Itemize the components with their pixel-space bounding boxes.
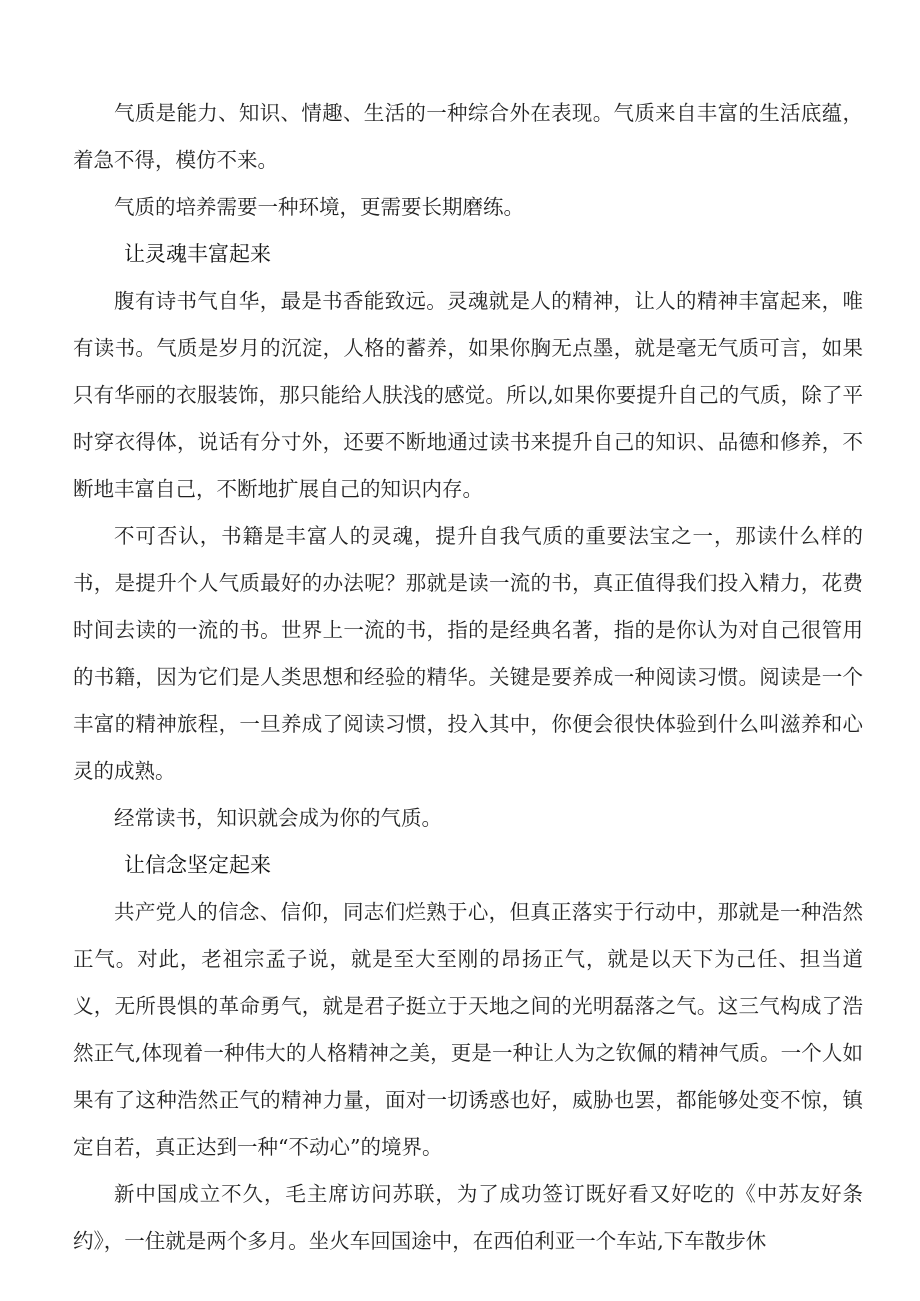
paragraph-belief-2: 新中国成立不久，毛主席访问苏联，为了成功签订既好看又好吃的《中苏友好条约》，一住就是两个多月。坐火车回国途中，在西伯利亚一个车站,下车散步休 (73, 1182, 863, 1253)
document-page (73, 90, 863, 1265)
section-heading-soul: 让灵魂丰富起来 (124, 242, 271, 266)
section-heading-belief: 让信念坚定起来 (124, 853, 271, 877)
paragraph-intro-2: 气质的培养需要一种环境，更需要长期磨练。 (114, 195, 524, 219)
paragraph-soul-2: 不可否认，书籍是丰富人的灵魂，提升自我气质的重要法宝之一，那读什么样的书，是提升个人气质最好的办法呢？那就是读一流的书，真正值得我们投入精力，花费时间去读的一流的书。世界上一流的书，指的是经典名著，指的是你认为对自己很管用的书籍，因为它们是人类思想和经验的精华。关键是要养成一种阅读习惯。阅读是一个丰富的精神旅程，一旦养成了阅读习惯，投入其中，你便会很快体验到什么叫滋养和心灵的成熟。 (73, 524, 863, 783)
paragraph-intro-1: 气质是能力、知识、情趣、生活的一种综合外在表现。气质来自丰富的生活底蕴，着急不得，模仿不来。 (73, 101, 863, 172)
paragraph-belief-1: 共产党人的信念、信仰，同志们烂熟于心，但真正落实于行动中，那就是一种浩然正气。对此，老祖宗孟子说，就是至大至刚的昂扬正气，就是以天下为己任、担当道义，无所畏惧的革命勇气，就是君子挺立于天地之间的光明磊落之气。这三气构成了浩然正气,体现着一种伟大的人格精神之美，更是一种让人为之钦佩的精神气质。一个人如果有了这种浩然正气的精神力量，面对一切诱惑也好，威胁也罢，都能够处变不惊，镇定自若，真正达到一种“不动心”的境界。 (73, 900, 863, 1159)
paragraph-soul-1: 腹有诗书气自华，最是书香能致远。灵魂就是人的精神，让人的精神丰富起来，唯有读书。气质是岁月的沉淀，人格的蓄养，如果你胸无点墨，就是毫无气质可言，如果只有华丽的衣服装饰，那只能给人肤浅的感觉。所以,如果你要提升自己的气质，除了平时穿衣得体，说话有分寸外，还要不断地通过读书来提升自己的知识、品德和修养，不断地丰富自己，不断地扩展自己的知识内存。 (73, 289, 863, 501)
paragraph-soul-3: 经常读书，知识就会成为你的气质。 (114, 806, 442, 830)
